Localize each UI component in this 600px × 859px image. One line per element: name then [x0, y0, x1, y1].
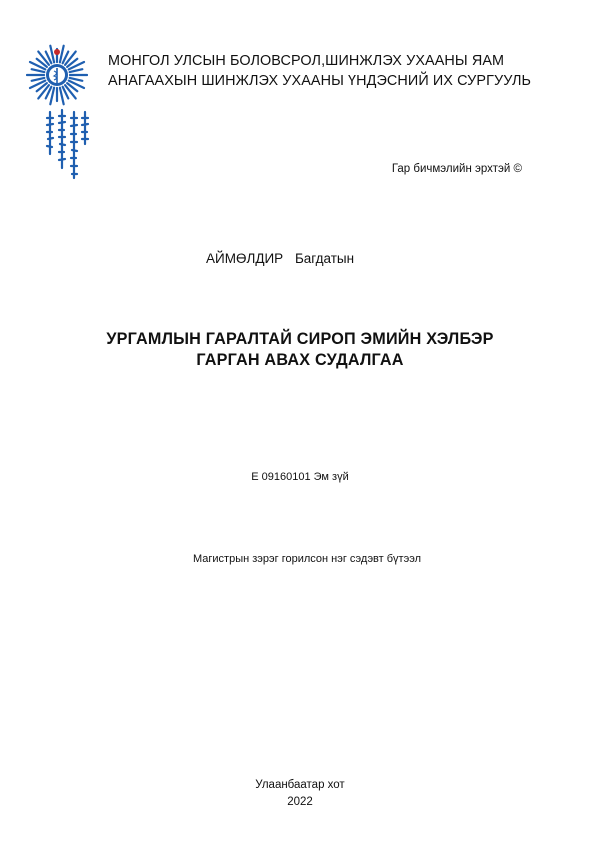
thesis-title-line2: ГАРГАН АВАХ СУДАЛГАА: [196, 351, 404, 369]
emblem-ray: [70, 78, 83, 81]
author-name: [206, 251, 354, 266]
thesis-title-line1: УРГАМЛЫН ГАРАЛТАЙ СИРОП ЭМИЙН ХЭЛБЭР: [106, 330, 494, 348]
year: 2022: [287, 796, 313, 808]
ministry-name: МОНГОЛ УЛСЫН БОЛОВСРОЛ,ШИНЖЛЭХ УХААНЫ ЯАМ: [108, 53, 505, 69]
emblem-ray: [32, 78, 45, 81]
copyright-notice: Гар бичмэлийн эрхтэй ©: [391, 163, 522, 175]
place-and-year: [0, 777, 600, 811]
author-given-name: Багдатын: [294, 251, 355, 266]
emblem-ray: [70, 69, 83, 72]
emblem-red-mark: [54, 49, 60, 55]
city: Улаанбаатар хот: [255, 779, 345, 791]
mongolian-script-icon: [38, 108, 92, 188]
author-surname: АЙМӨЛДИР: [206, 251, 284, 266]
specialty-code: Е 09160101 Эм зүй: [251, 471, 349, 483]
thesis-title: [0, 329, 600, 371]
emblem-ray: [32, 69, 45, 72]
ministry-header: [108, 51, 531, 91]
degree-statement: Магистрын зэрэг горилсон нэг сэдэвт бүтээл: [193, 553, 421, 565]
university-emblem-icon: [26, 44, 88, 106]
university-name: АНАГААХЫН ШИНЖЛЭХ УХААНЫ ҮНДЭСНИЙ ИХ СУРГУУЛЬ: [108, 73, 532, 89]
